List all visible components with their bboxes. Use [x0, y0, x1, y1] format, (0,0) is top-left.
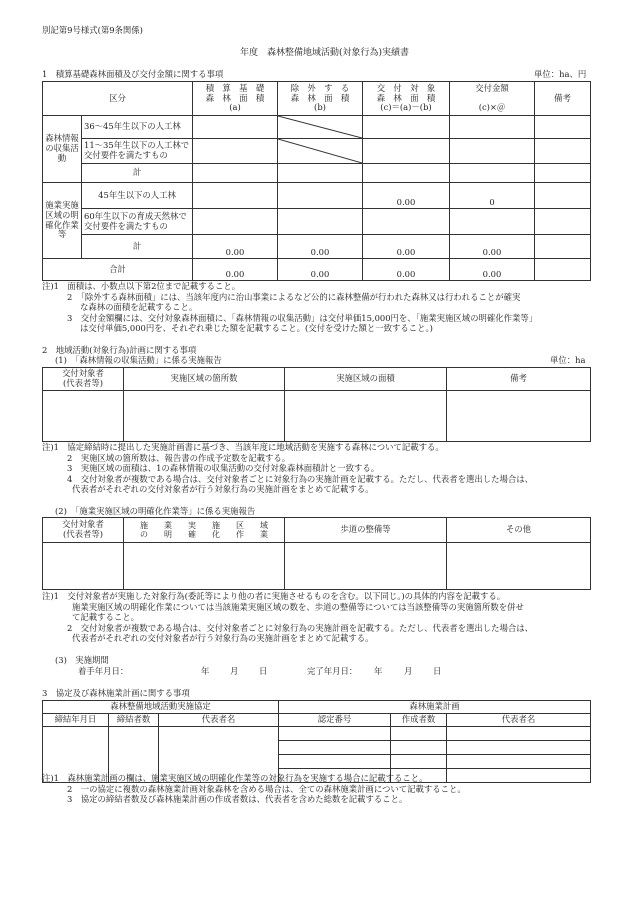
note: 注)1 交付対象者が実施した対象行為(委託等により他の者に実施させるものを含む。以下同じ。)の具体的内容を記載する。 [42, 591, 506, 601]
hdr-agreement: 森林整備地域活動実施協定 [43, 701, 279, 714]
input-cell[interactable] [124, 391, 285, 442]
section2-sub1: (1) 「森林情報の収集活動」に係る実施報告 [55, 355, 222, 365]
note: 代表者がそれぞれの交付対象者が行う対象行為の実施計画をまとめて記載する。 [72, 484, 374, 494]
end-date-label: 完了年月日： [307, 666, 358, 676]
hdr-trail-maintenance: 歩道の整備等 [285, 518, 447, 543]
subtotal-label: 計 [82, 164, 193, 183]
row-label: 45年生以下の人工林 [82, 183, 193, 209]
input-cell[interactable] [535, 209, 591, 235]
hdr-signing-date: 締結年月日 [43, 714, 109, 727]
section2-sub2: (2) 「施業実施区域の明確化作業等」に係る実施報告 [55, 506, 256, 516]
input-cell[interactable] [363, 209, 450, 235]
input-cell[interactable] [193, 116, 278, 139]
input-cell[interactable] [285, 391, 447, 442]
hdr-excluded-area: 除 外 す る 森 林 面 積 (b) [278, 82, 363, 116]
basis-area-total: 0.00 [193, 259, 278, 281]
excluded-area-total: 0.00 [278, 259, 363, 281]
input-cell[interactable] [278, 183, 363, 209]
hdr-grant-amount: 交付金額 (c)×＠ [450, 82, 535, 116]
form-id: 別記第9号様式(第9条関係) [42, 25, 143, 35]
grant-amount-value: 0.00 [450, 235, 535, 259]
input-cell[interactable] [279, 741, 391, 755]
hdr-boundary-work: 施 業 実 施 区 域 の 明 確 化 作 業 [124, 518, 285, 543]
input-cell[interactable] [450, 116, 535, 139]
hdr-remarks: 備考 [535, 82, 591, 116]
note: 注)1 森林施業計画の欄は、施業実施区域の明確化作業等の対象行為を実施する場合に記載すること。 [42, 773, 428, 783]
boundary-work-report-table [42, 517, 591, 590]
end-day: 日 [433, 666, 442, 676]
target-area-value: 0.00 [363, 183, 450, 209]
hdr-basis-area: 積 算 基 礎 森 林 面 積 (a) [193, 82, 278, 116]
input-cell[interactable] [447, 769, 591, 783]
start-day: 日 [259, 666, 268, 676]
input-cell[interactable] [391, 727, 447, 741]
input-cell[interactable] [124, 543, 285, 590]
section3-heading: 3 協定及び森林施業計画に関する事項 [42, 688, 190, 698]
excluded-diagonal [278, 139, 363, 164]
hdr-grantee: 交付対象者 (代表者等) [43, 368, 124, 391]
end-month: 月 [404, 666, 413, 676]
start-date-label: 着手年月日： [78, 666, 129, 676]
note: 2 交付対象者が複数である場合は、交付対象者ごとに対象行為の実施計画を記載する。ただし、代表者を選出した場合は、 [67, 623, 533, 633]
hdr-forest-plan: 森林施業計画 [279, 701, 591, 714]
input-cell[interactable] [535, 139, 591, 164]
hdr-representative: 代表者名 [159, 714, 279, 727]
input-cell[interactable] [447, 543, 591, 590]
input-cell[interactable] [450, 209, 535, 235]
section1-heading: 1 積算基礎森林面積及び交付金額に関する事項 [42, 69, 224, 79]
note: 施業実施区域の明確化作業については当該施業実施区域の数を、歩道の整備等については当該整備等の実施箇所数を併せ [72, 602, 524, 612]
input-cell[interactable] [193, 139, 278, 164]
section2-unit: 単位：ha [550, 355, 586, 365]
row-label: 36～45年生以下の人工林 [82, 116, 193, 139]
input-cell[interactable] [535, 183, 591, 209]
input-cell[interactable] [535, 164, 591, 183]
note: は交付単価5,000円を、それぞれ乗じた額を記載すること。(交付を受けた額と一致すること。) [80, 323, 433, 333]
section2-sub3: (3) 実施期間 [55, 655, 109, 665]
target-area-total: 0.00 [363, 259, 450, 281]
input-cell[interactable] [279, 727, 391, 741]
input-cell[interactable] [447, 755, 591, 769]
input-cell[interactable] [535, 116, 591, 139]
note: 3 交付金額欄には、交付対象森林面積に、「森林情報の収集活動」は交付単価15,000円を、「施業実施区域の明確化作業等」 [67, 313, 538, 323]
input-cell[interactable] [535, 259, 591, 281]
note: な森林の面積を記載すること。 [80, 302, 198, 312]
note: 2 「除外する森林面積」には、当該年度内に治山事業によるなど公的に森林整備が行われた森林又は行われることが確実 [67, 292, 521, 302]
input-cell[interactable] [193, 183, 278, 209]
hdr-other: その他 [447, 518, 591, 543]
hdr-site-area: 実施区域の面積 [285, 368, 447, 391]
start-month: 月 [230, 666, 239, 676]
note: 2 実施区域の箇所数は、報告書の作成予定数を記載する。 [67, 453, 291, 463]
page-title: 年度 森林整備地域活動(対象行為)実績書 [240, 48, 410, 58]
hdr-target-area: 交 付 対 象 森 林 面 積 (c)＝(a)－(b) [363, 82, 450, 116]
basis-area-value: 0.00 [193, 235, 278, 259]
input-cell[interactable] [279, 755, 391, 769]
start-year: 年 [201, 666, 210, 676]
hdr-grantee: 交付対象者 (代表者等) [43, 518, 124, 543]
input-cell[interactable] [391, 755, 447, 769]
grant-amount-value: 0 [450, 183, 535, 209]
group-info-collection: 森林情報の収集活動 [43, 116, 82, 183]
input-cell[interactable] [193, 209, 278, 235]
info-collection-report-table [42, 367, 591, 442]
input-cell[interactable] [363, 164, 450, 183]
input-cell[interactable] [43, 543, 124, 590]
input-cell[interactable] [278, 164, 363, 183]
end-year: 年 [374, 666, 383, 676]
hdr-signatory-count: 締結者数 [109, 714, 159, 727]
input-cell[interactable] [391, 741, 447, 755]
note: 注)1 面積は、小数点以下第2位まで記載すること。 [42, 281, 241, 291]
input-cell[interactable] [193, 164, 278, 183]
input-cell[interactable] [535, 235, 591, 259]
group-boundary-work: 施業実施区域の明確化作業等 [43, 183, 82, 259]
agreement-plan-table [42, 700, 591, 783]
hdr-site-count: 実施区域の箇所数 [124, 368, 285, 391]
excluded-diagonal [278, 116, 363, 139]
hdr-category: 区分 [43, 82, 193, 116]
note: 2 一の協定に複数の森林施業計画対象森林を含める場合は、全ての森林施業計画について記載すること。 [67, 784, 466, 794]
note: 4 交付対象者が複数である場合は、交付対象者ごとに対象行為の実施計画を記載する。ただし、代表者を選出した場合は、 [67, 474, 533, 484]
section1-unit: 単位：ha、円 [534, 69, 587, 79]
note: 3 実施区域の面積は、1の森林情報の収集活動の交付対象森林面積計と一致する。 [67, 463, 380, 473]
input-cell[interactable] [278, 209, 363, 235]
subtotal-label: 計 [82, 235, 193, 259]
input-cell[interactable] [450, 164, 535, 183]
hdr-approval-number: 認定番号 [279, 714, 391, 727]
input-cell[interactable] [363, 116, 450, 139]
hdr-remarks: 備考 [447, 368, 591, 391]
section2-heading: 2 地域活動(対象行為)計画に関する事項 [42, 345, 197, 355]
input-cell[interactable] [43, 391, 124, 442]
grant-amount-total: 0.00 [450, 259, 535, 281]
input-cell[interactable] [363, 139, 450, 164]
row-label: 11～35年生以下の人工林で交付要件を満たすもの [82, 139, 193, 164]
input-cell[interactable] [447, 391, 591, 442]
excluded-area-value: 0.00 [278, 235, 363, 259]
note: 注)1 協定締結時に提出した実施計画書に基づき、当該年度に地域活動を実施する森林について記載する。 [42, 442, 444, 452]
input-cell[interactable] [285, 543, 447, 590]
hdr-creator-count: 作成者数 [391, 714, 447, 727]
hdr-plan-representative: 代表者名 [447, 714, 591, 727]
area-amount-table [42, 81, 591, 281]
row-label: 60年生以下の育成天然林で交付要件を満たすもの [82, 209, 193, 235]
note: 3 協定の締結者数及び森林施業計画の作成者数は、代表者を含めた総数を記載すること。 [67, 794, 408, 804]
note: 代表者がそれぞれの交付対象者が行う対象行為の実施計画をまとめて記載する。 [72, 633, 374, 643]
total-label: 合計 [43, 259, 193, 281]
input-cell[interactable] [450, 139, 535, 164]
note: て記載すること。 [72, 612, 139, 622]
target-area-value: 0.00 [363, 235, 450, 259]
input-cell[interactable] [447, 727, 591, 741]
input-cell[interactable] [447, 741, 591, 755]
